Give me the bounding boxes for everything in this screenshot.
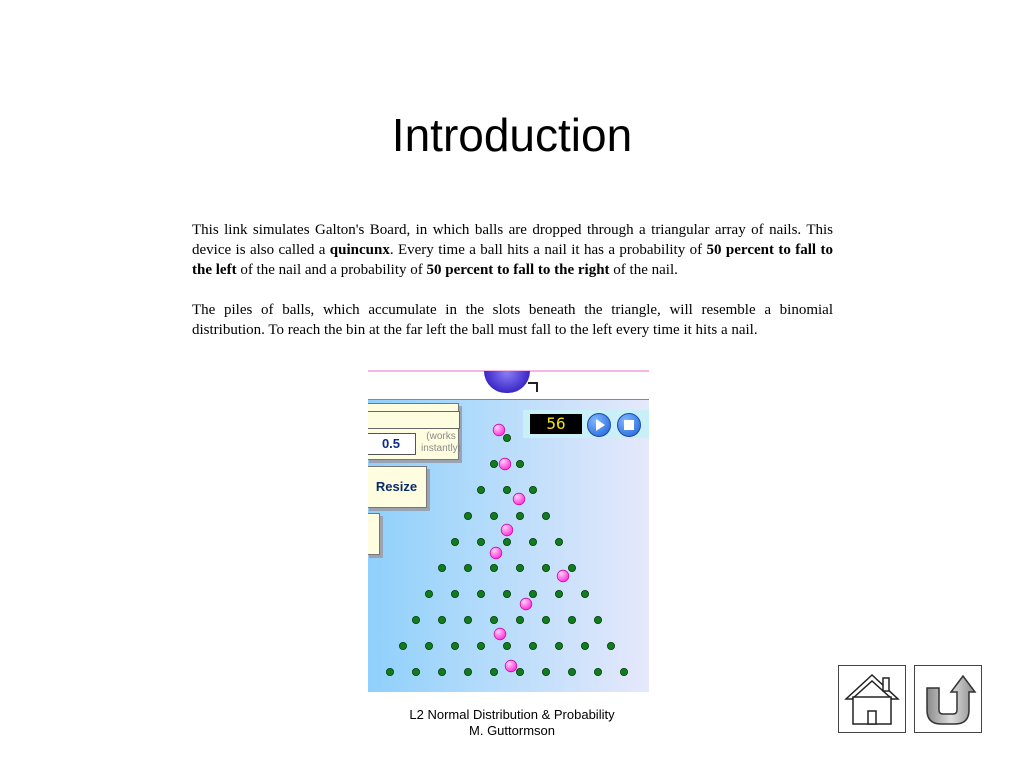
home-button[interactable]: [838, 665, 906, 733]
para1-text-2: . Every time a ball hits a nail it has a probability of: [389, 242, 707, 258]
peg: [477, 590, 484, 597]
peg: [490, 668, 497, 675]
peg: [503, 590, 510, 597]
peg: [594, 616, 601, 623]
peg: [503, 538, 510, 545]
left-probability-term: 50 percent to fall to the left: [192, 242, 833, 278]
works-instantly-note: (works instantly): [420, 431, 461, 454]
peg: [399, 642, 406, 649]
resize-button[interactable]: Resize: [368, 466, 427, 508]
ball: [499, 458, 511, 470]
peg: [542, 512, 549, 519]
peg: [529, 538, 536, 545]
peg: [464, 616, 471, 623]
peg: [464, 512, 471, 519]
peg: [464, 668, 471, 675]
peg: [412, 616, 419, 623]
peg: [542, 564, 549, 571]
peg: [529, 642, 536, 649]
peg: [451, 538, 458, 545]
peg: [516, 668, 523, 675]
home-icon: [839, 666, 905, 732]
return-icon: [915, 666, 981, 732]
peg: [555, 642, 562, 649]
peg: [542, 616, 549, 623]
ball: [493, 424, 505, 436]
peg: [542, 668, 549, 675]
intro-text: [192, 220, 833, 340]
peg: [386, 668, 393, 675]
footer-course: L2 Normal Distribution & Probability: [409, 707, 615, 722]
peg: [490, 512, 497, 519]
peg: [594, 668, 601, 675]
paragraph-binomial: The piles of balls, which accumulate in the slots beneath the triangle, will resemble a binomial distribution. To reach the bin at the far left the ball must fall to the left every time it hits a nail.: [192, 302, 833, 338]
ball: [520, 598, 532, 610]
peg: [581, 642, 588, 649]
para1-text-1: This link simulates Galton's Board, in which balls are dropped through a triangular array of nails. This device is also called a: [192, 222, 833, 258]
peg: [477, 538, 484, 545]
peg: [529, 486, 536, 493]
ball: [505, 660, 517, 672]
slide-title: Introduction: [391, 109, 633, 161]
peg: [568, 616, 575, 623]
peg: [555, 590, 562, 597]
right-probability-term: 50 percent to fall to the right: [426, 262, 610, 278]
para1-text-3: of the nail and a probability of: [236, 262, 427, 278]
ball-counter: 56: [530, 414, 582, 434]
peg: [516, 616, 523, 623]
peg: [451, 590, 458, 597]
peg: [503, 434, 510, 441]
footer: [362, 707, 662, 739]
ball: [501, 524, 513, 536]
peg: [477, 642, 484, 649]
paragraph-galton: [192, 220, 833, 280]
peg: [581, 590, 588, 597]
footer-author: M. Guttormson: [469, 723, 555, 738]
peg: [568, 668, 575, 675]
para1-text-4: of the nail.: [609, 262, 678, 278]
peg: [438, 668, 445, 675]
peg: [607, 642, 614, 649]
peg: [490, 564, 497, 571]
peg: [503, 642, 510, 649]
peg: [490, 616, 497, 623]
peg: [529, 590, 536, 597]
probability-input[interactable]: 0.5: [368, 433, 416, 455]
ball: [490, 547, 502, 559]
peg: [451, 642, 458, 649]
quincunx-term: quincunx: [329, 242, 390, 258]
return-button[interactable]: [914, 665, 982, 733]
peg-board: [368, 370, 649, 692]
peg: [568, 564, 575, 571]
peg: [490, 460, 497, 467]
peg: [412, 668, 419, 675]
peg: [503, 486, 510, 493]
peg: [477, 486, 484, 493]
peg: [620, 668, 627, 675]
peg: [516, 564, 523, 571]
peg: [464, 564, 471, 571]
peg: [555, 538, 562, 545]
ball: [513, 493, 525, 505]
peg: [516, 460, 523, 467]
peg: [425, 590, 432, 597]
galton-board-applet[interactable]: [368, 370, 649, 692]
peg: [516, 512, 523, 519]
ball: [494, 628, 506, 640]
peg: [438, 564, 445, 571]
ball: [557, 570, 569, 582]
peg: [425, 642, 432, 649]
peg: [438, 616, 445, 623]
